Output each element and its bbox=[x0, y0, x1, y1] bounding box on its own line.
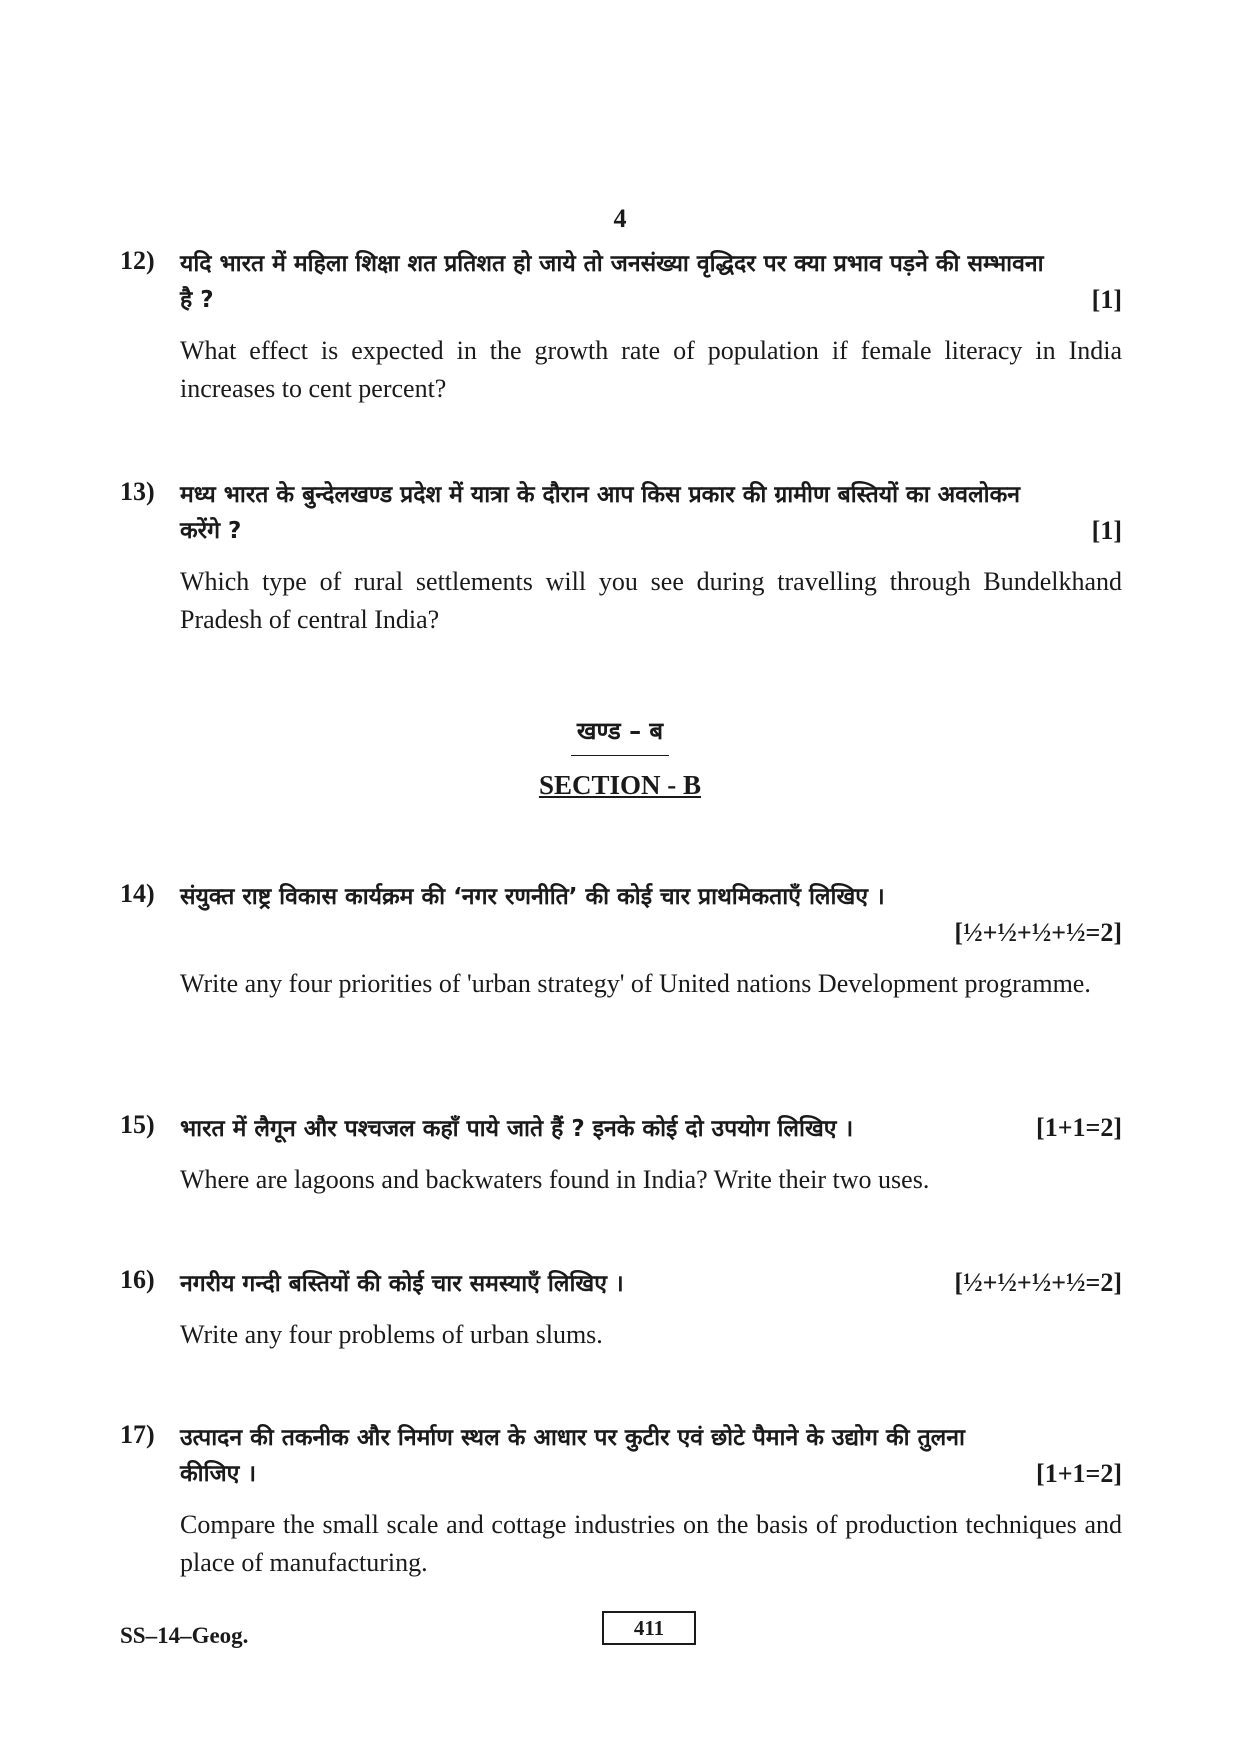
page-code-box: 411 bbox=[602, 1611, 696, 1645]
section-heading-english: SECTION - B bbox=[538, 770, 702, 800]
question-marks: [½+½+½+½=2] bbox=[954, 918, 1122, 947]
question-hindi-tail-row bbox=[180, 282, 1122, 318]
question-hindi-row bbox=[180, 1110, 1122, 1147]
question-hindi: उत्पादन की तकनीक और निर्माण स्थल के आधार पर कुटीर एवं छोटे पैमाने के उद्योग की तुलना bbox=[180, 1425, 965, 1451]
question-marks: [1] bbox=[1091, 516, 1122, 545]
question-number: 12) bbox=[120, 246, 155, 275]
question-marks: [½+½+½+½=2] bbox=[954, 1268, 1122, 1297]
question-number: 15) bbox=[120, 1110, 155, 1139]
paper-code: SS–14–Geog. bbox=[120, 1623, 249, 1648]
question-hindi-tail-row bbox=[180, 513, 1122, 549]
question-hindi-tail: करेंगे ? bbox=[180, 518, 242, 544]
question-hindi: भारत में लैगून और पश्चजल कहाँ पाये जाते हैं ? इनके कोई दो उपयोग लिखिए । bbox=[180, 1116, 854, 1142]
question-hindi-row bbox=[180, 1265, 1122, 1302]
question-marks: [1] bbox=[1091, 285, 1122, 314]
question-hindi-tail: है ? bbox=[180, 287, 214, 313]
question-english: Which type of rural settlements will you see during travelling through Bundelkhand Pradesh of central India? bbox=[180, 567, 1122, 634]
question-hindi: यदि भारत में महिला शिक्षा शत प्रतिशत हो जाये तो जनसंख्या वृद्धिदर पर क्या प्रभाव पड़ने की सम्भावना bbox=[180, 251, 1044, 277]
question-english: Compare the small scale and cottage industries on the basis of production techniques and place of manufacturing. bbox=[180, 1510, 1122, 1577]
question-marks: [1+1=2] bbox=[1036, 1113, 1122, 1142]
question-english: Write any four priorities of 'urban strategy' of United nations Development programme. bbox=[180, 969, 1091, 998]
question-hindi: नगरीय गन्दी बस्तियों की कोई चार समस्याएँ लिखिए । bbox=[180, 1271, 624, 1297]
question-english: What effect is expected in the growth rate of population if female literacy in India increases to cent percent? bbox=[180, 336, 1122, 403]
question-marks: [1+1=2] bbox=[1036, 1459, 1122, 1488]
question-number: 14) bbox=[120, 879, 155, 908]
question-english: Where are lagoons and backwaters found in India? Write their two uses. bbox=[180, 1165, 930, 1194]
page-number: 4 bbox=[613, 204, 627, 233]
section-heading-hindi-text: खण्ड – ब bbox=[571, 714, 669, 756]
question-16 bbox=[120, 1265, 1122, 1354]
question-hindi: संयुक्त राष्ट्र विकास कार्यक्रम की ‘नगर रणनीति’ की कोई चार प्राथमिकताएँ लिखिए । bbox=[180, 884, 885, 910]
question-15 bbox=[120, 1110, 1122, 1199]
question-number: 13) bbox=[120, 477, 155, 506]
question-14 bbox=[120, 879, 1122, 1003]
question-17 bbox=[120, 1420, 1122, 1582]
question-13 bbox=[120, 477, 1122, 639]
question-number: 17) bbox=[120, 1420, 155, 1449]
question-number: 16) bbox=[120, 1265, 155, 1294]
question-hindi-tail: कीजिए । bbox=[180, 1461, 257, 1487]
question-english: Write any four problems of urban slums. bbox=[180, 1320, 603, 1349]
question-12 bbox=[120, 246, 1122, 408]
question-hindi: मध्य भारत के बुन्देलखण्ड प्रदेश में यात्रा के दौरान आप किस प्रकार की ग्रामीण बस्तियों का अवलोकन bbox=[180, 482, 1021, 508]
question-hindi-tail-row bbox=[180, 1456, 1122, 1492]
section-heading-hindi bbox=[0, 714, 1240, 756]
